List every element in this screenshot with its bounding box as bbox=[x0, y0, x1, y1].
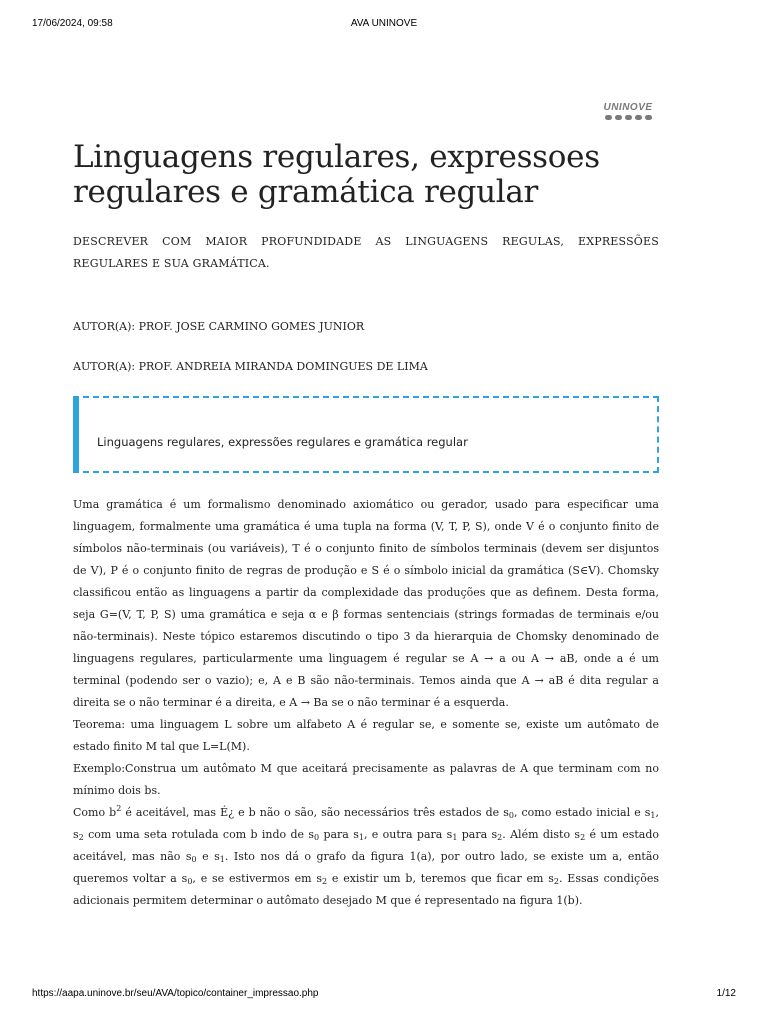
topic-callout-box bbox=[73, 396, 659, 473]
body-text bbox=[73, 494, 659, 912]
paragraph-3: Exemplo:Construa um autômato M que aceitará precisamente as palavras de A que terminam com no mínimo dois bs. bbox=[73, 762, 659, 797]
paragraph-4: Como $b^2$ é aceitável, mas É¿ e b não o são, são necessários três estados de $s_0$, como estado inicial e $s_1$, $s_2$ com uma seta rotulada com b indo de $s_0$ para $s_1$, e outra para $s_1$ para $s_2$. Além disto $s_2$ é um estado aceitável, mas não $s_0$ e $s_1$. Isto nos dá o grafo da figura 1(a), por outro lado, se existe um a, então queremos voltar a $s_0$, e se estivermos em $s_2$ e existir um b, teremos que ficar em $s_2$. Essas condições adicionais permitem determinar o autômato desejado M que é representado na figura 1(b). bbox=[73, 804, 660, 907]
callout-text: Linguagens regulares, expressões regulares e gramática regular bbox=[97, 435, 468, 449]
logo-text: UNINOVE bbox=[603, 102, 653, 113]
paragraph-1: Uma gramática é um formalismo denominado axiomático ou gerador, usado para especificar uma linguagem, formalmente uma gramática é uma tupla na forma (V, T, P, S), onde V é o conjunto finito de símbolos não-terminais (ou variáveis), T é o conjunto finito de símbolos terminais (devem ser disjuntos de V), P é o conjunto finito de regras de produção e S é o símbolo inicial da gramática (S∈V). Chomsky classificou então as linguagens a partir da complexidade das produções que as definem. Desta forma, seja G=(V, T, P, S) uma gramática e seja α e β formas sentenciais (strings formadas de terminais e/ou não-terminais). Neste tópico estaremos discutindo o tipo 3 da hierarquia de Chomsky denominado de linguagens regulares, particularmente uma linguagem é regular se A → a ou A → aB, onde a é um terminal (podendo ser o vazio); e, A e B são não-terminais. Temos ainda que A → aB é dita regular a direita se o não terminar é a direita, e A → Ba se o não terminar é a esquerda. bbox=[73, 498, 659, 709]
author-1: AUTOR(A): PROF. JOSE CARMINO GOMES JUNIOR bbox=[73, 320, 365, 333]
paragraph-2: Teorema: uma linguagem L sobre um alfabeto A é regular se, e somente se, existe um autômato de estado finito M tal que L=L(M). bbox=[73, 718, 659, 753]
uninove-logo bbox=[600, 102, 656, 120]
page-url: https://aapa.uninove.br/seu/AVA/topico/container_impressao.php bbox=[32, 988, 319, 999]
logo-dots bbox=[600, 115, 656, 120]
document-title: Linguagens regulares, expressoes regulares e gramática regular bbox=[73, 139, 600, 210]
document-subtitle: DESCREVER COM MAIOR PROFUNDIDADE AS LINGUAGENS REGULAS, EXPRESSÕES REGULARES E SUA GRAMÁTICA. bbox=[73, 235, 659, 270]
print-page-title: AVA UNINOVE bbox=[350, 18, 418, 29]
author-2: AUTOR(A): PROF. ANDREIA MIRANDA DOMINGUES DE LIMA bbox=[73, 360, 428, 373]
document-content bbox=[73, 140, 659, 912]
print-footer bbox=[32, 988, 736, 1002]
print-date: 17/06/2024, 09:58 bbox=[32, 18, 113, 29]
page-number: 1/12 bbox=[716, 988, 736, 999]
print-header bbox=[32, 18, 736, 32]
